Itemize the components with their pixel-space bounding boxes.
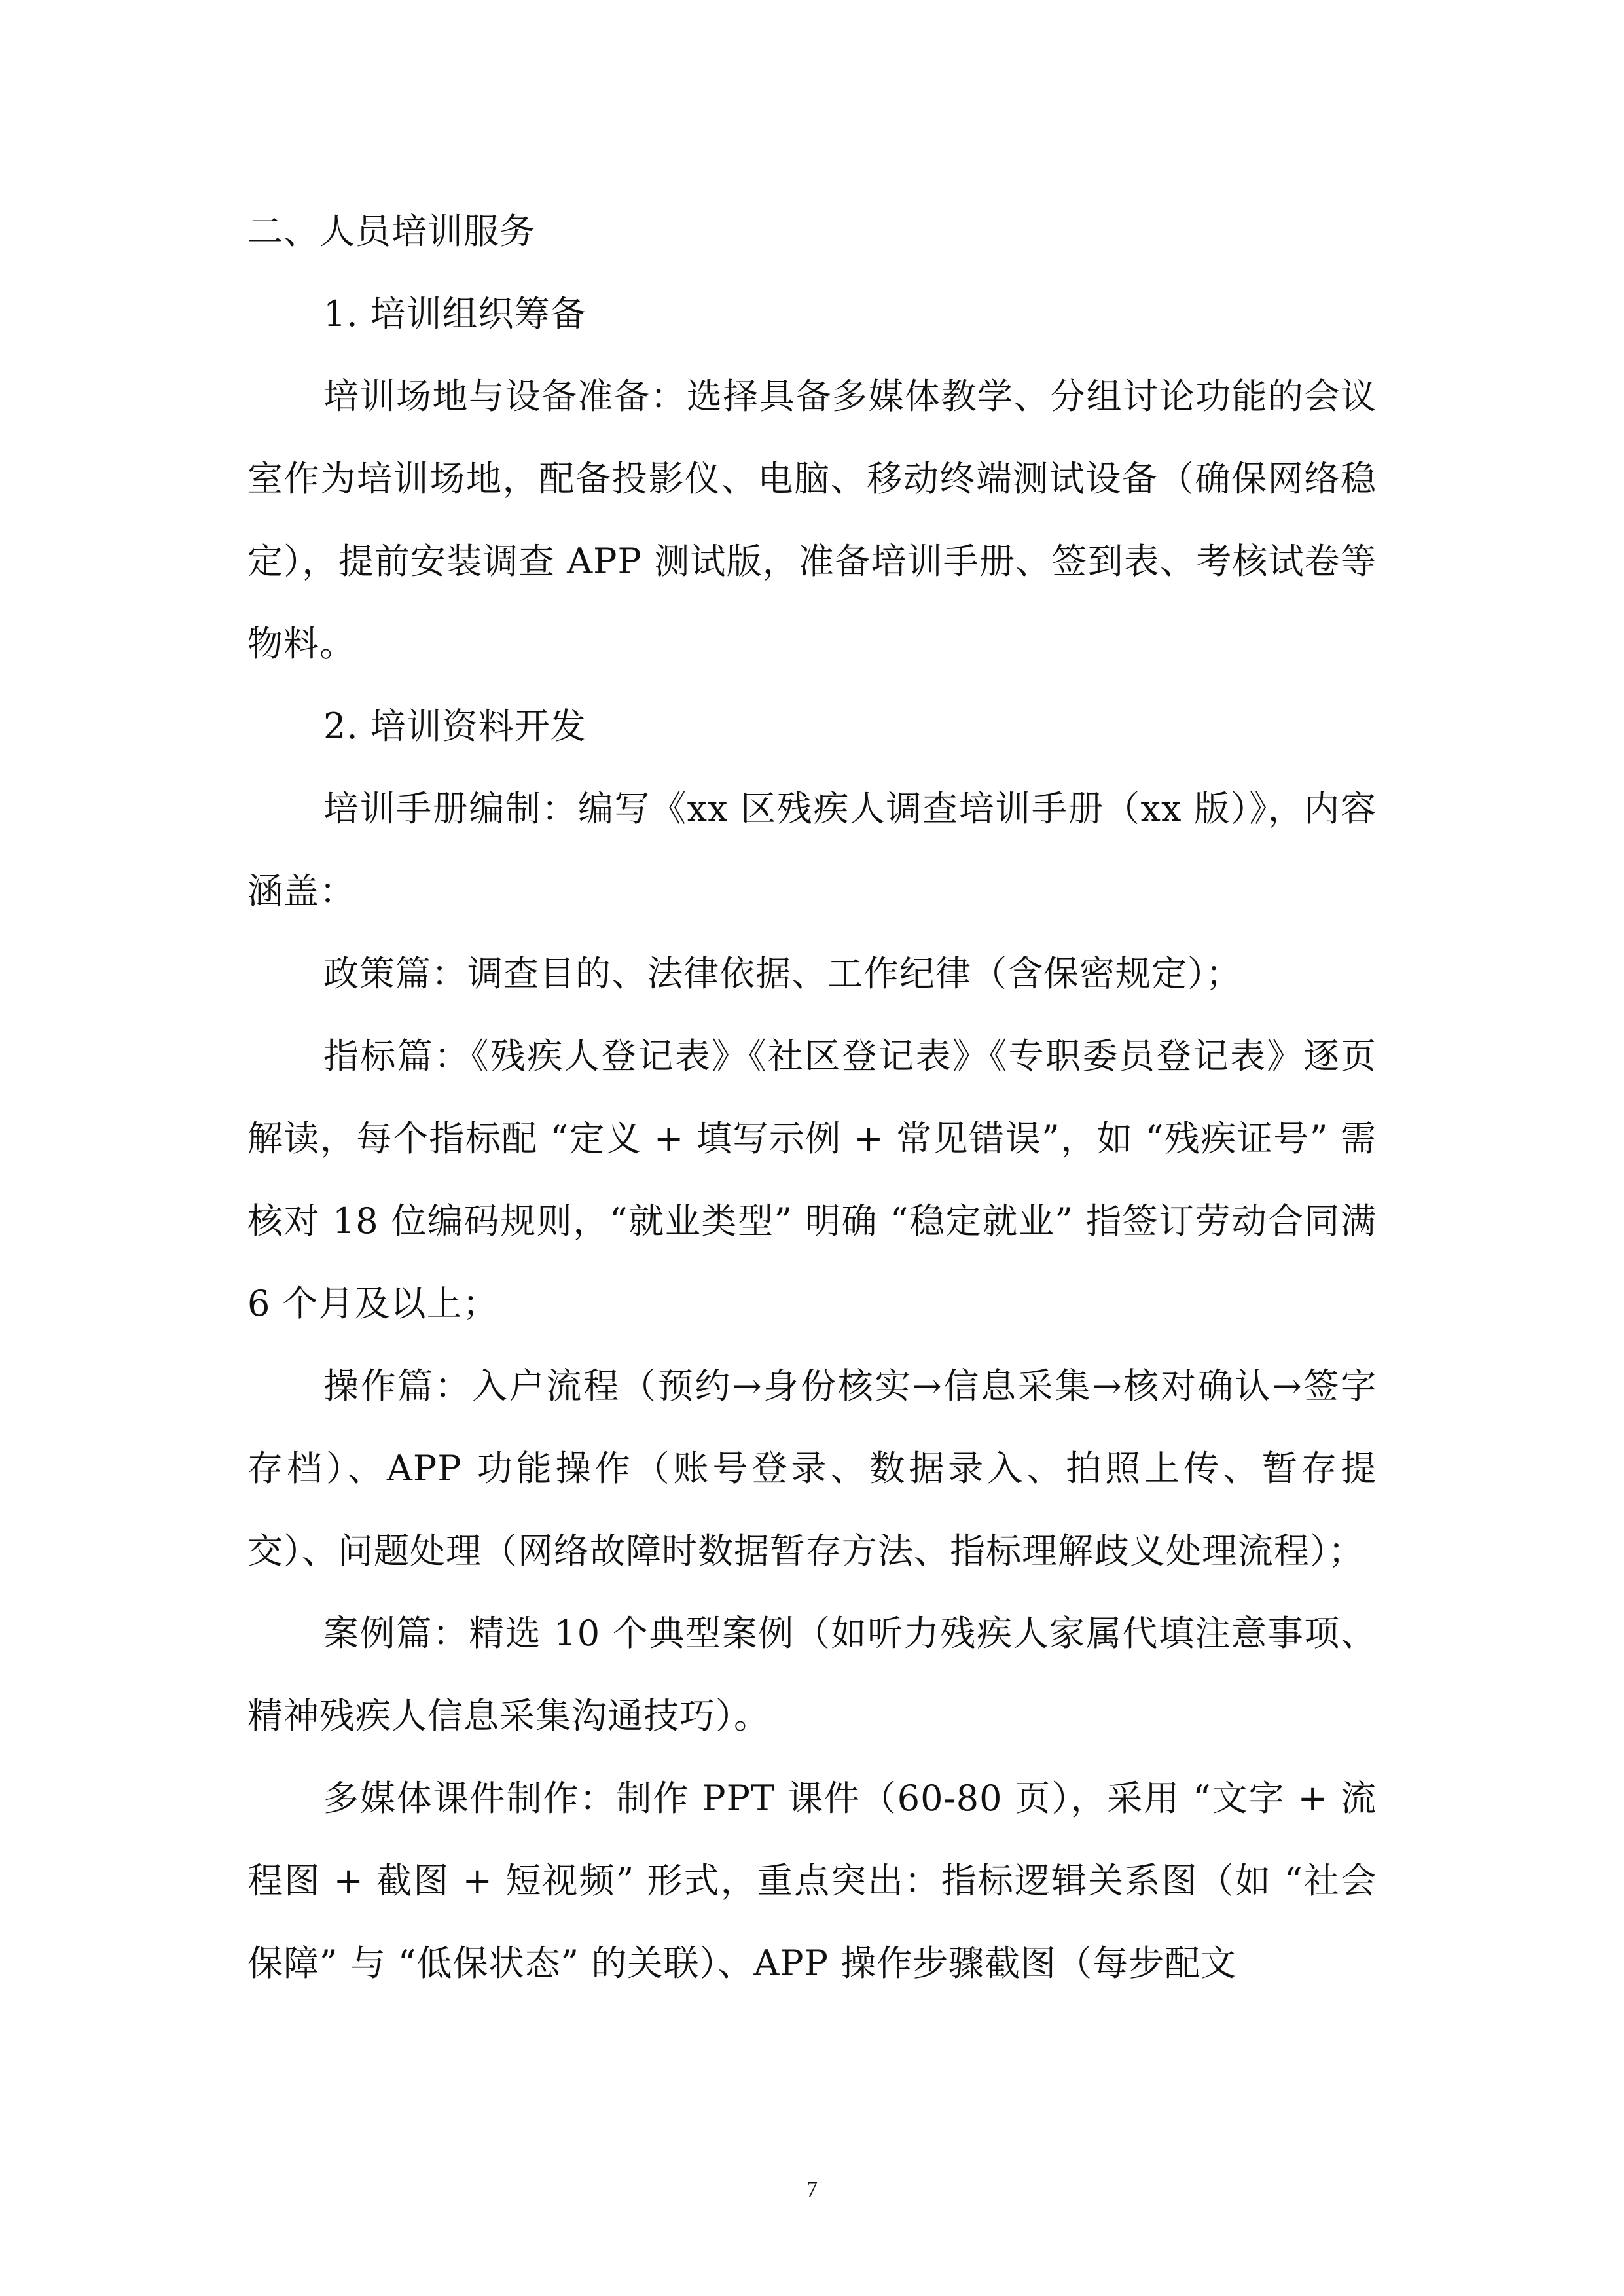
page-number: 7 xyxy=(806,2178,818,2202)
paragraph-policy: 政策篇：调查目的、法律依据、工作纪律（含保密规定）； xyxy=(323,953,1242,994)
paragraph-venue-equipment: 培训场地与设备准备：选择具备多媒体教学、分组讨论功能的会议室作为培训场地，配备投影仪、电脑、移动终端测试设备（确保网络稳定），提前安装调查 APP 测试版，准备培训手册、签到表、考核试卷等物料。 xyxy=(247,376,1377,664)
paragraph-multimedia: 多媒体课件制作：制作 PPT 课件（60-80 页），采用 “文字 + 流程图 + 截图 + 短视频” 形式，重点突出：指标逻辑关系图（如 “社会保障” 与 “低保状态” 的关联）、APP 操作步骤截图（每步配文 xyxy=(247,1778,1377,1984)
paragraph-indicators: 指标篇：《残疾人登记表》《社区登记表》《专职委员登记表》逐页解读，每个指标配 “定义 + 填写示例 + 常见错误”，如 “残疾证号” 需核对 18 位编码规则，“就业类型” 明确 “稳定就业” 指签订劳动合同满 6 个月及以上； xyxy=(247,1035,1377,1324)
paragraph-operations: 操作篇：入户流程（预约→身份核实→信息采集→核对确认→签字存档）、APP 功能操作（账号登录、数据录入、拍照上传、暂存提交）、问题处理（网络故障时数据暂存方法、指标理解歧义处理流程）； xyxy=(247,1365,1377,1571)
page-body xyxy=(247,208,1377,2005)
paragraph-cases: 案例篇：精选 10 个典型案例（如听力残疾人家属代填注意事项、精神残疾人信息采集沟通技巧）。 xyxy=(247,1613,1377,1736)
paragraph-manual-compilation: 培训手册编制：编写《xx 区残疾人调查培训手册（xx 版）》，内容涵盖： xyxy=(247,788,1377,912)
subsection-title-2: 2. 培训资料开发 xyxy=(323,706,586,747)
section-title: 二、人员培训服务 xyxy=(247,211,535,252)
subsection-title-1: 1. 培训组织筹备 xyxy=(323,293,586,334)
